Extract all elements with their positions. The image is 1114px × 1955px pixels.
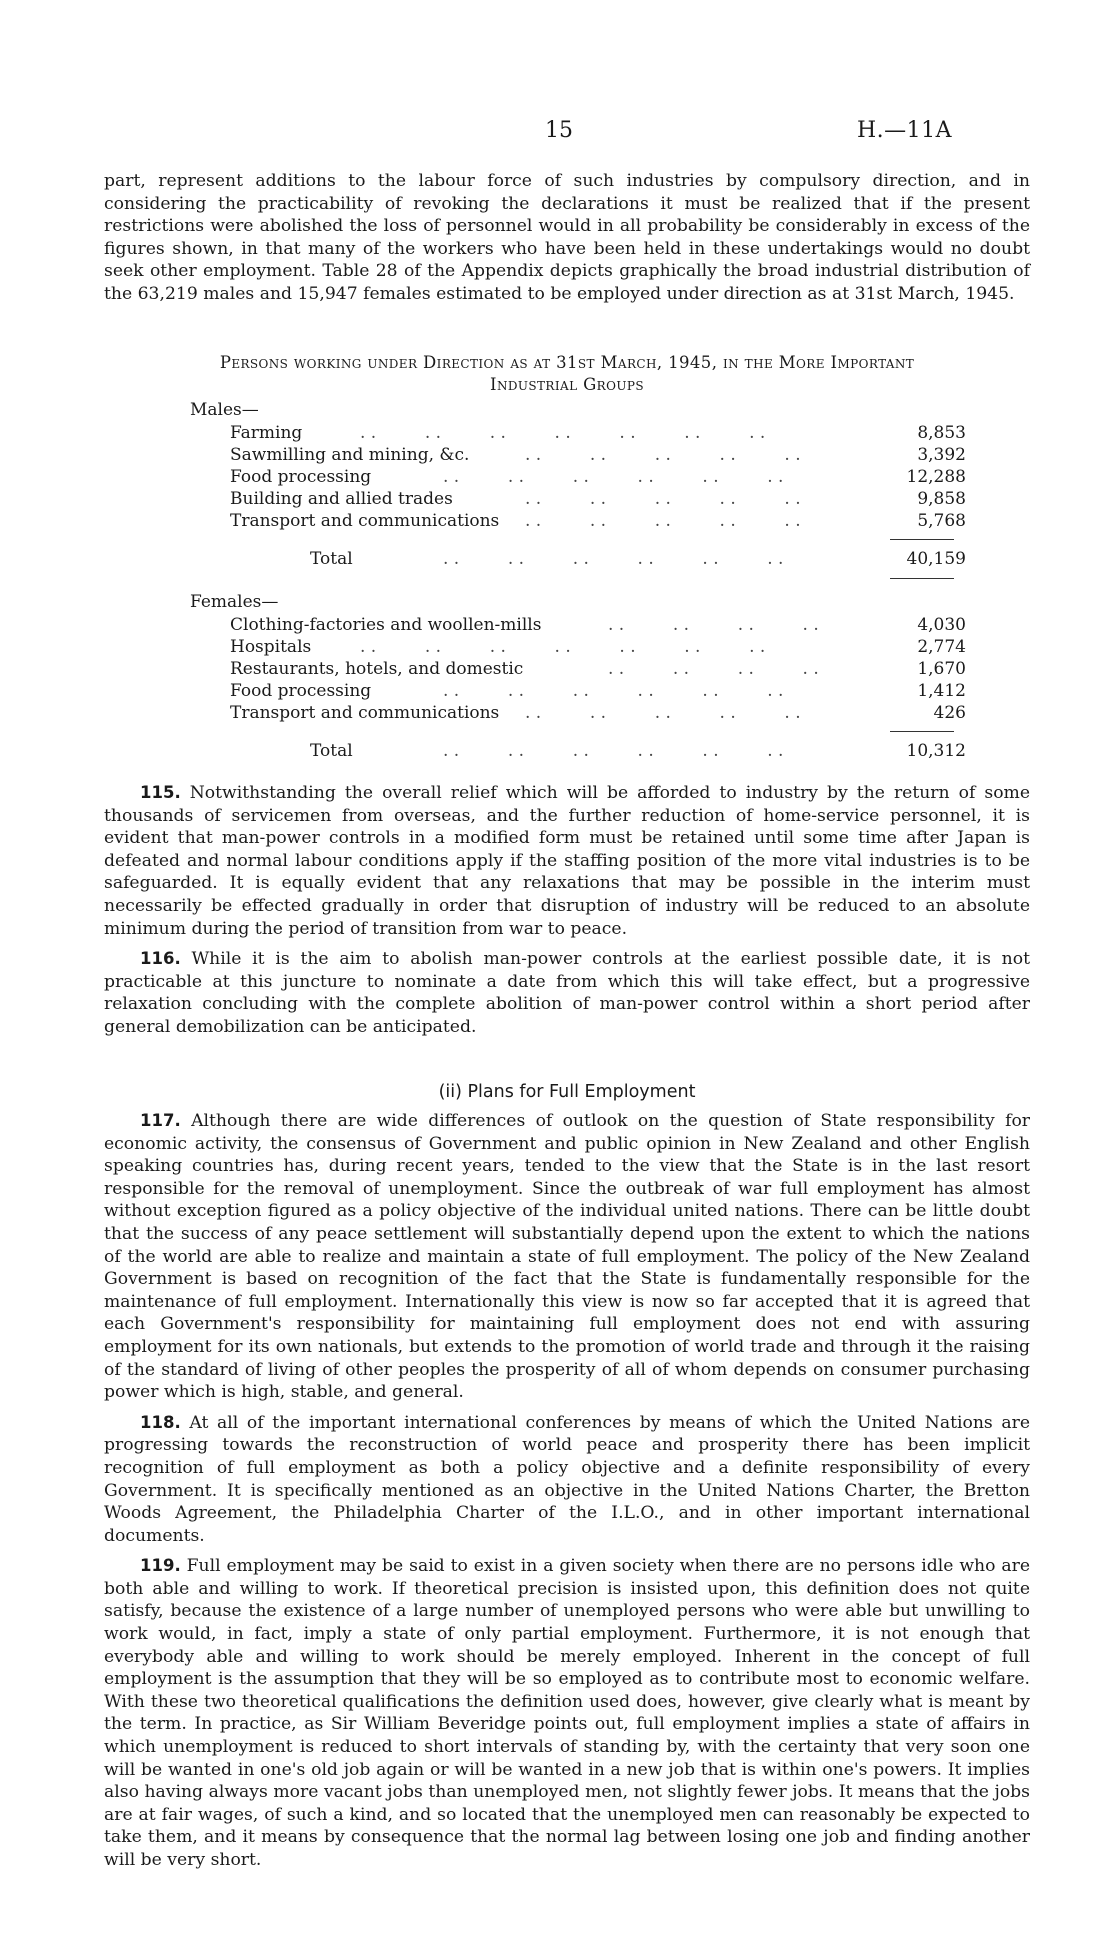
row-label: Transport and communications — [230, 511, 500, 531]
row-value: 426 — [933, 703, 966, 723]
paragraph-number: 116. — [140, 949, 181, 969]
total-label: Total — [310, 741, 353, 761]
table-row — [230, 467, 966, 489]
row-value: 5,768 — [917, 511, 966, 531]
row-value: 1,670 — [917, 659, 966, 679]
row-label: Transport and communications — [230, 703, 500, 723]
dot-leader: . . . . . . . . . . . . — [443, 549, 784, 569]
dot-leader: . . . . . . . . . . — [525, 445, 801, 465]
table-title-line-2: Industrial Groups — [490, 375, 644, 394]
sum-rule — [890, 539, 954, 540]
paragraph-number: 117. — [140, 1111, 181, 1130]
dot-leader: . . . . . . . . . . — [525, 489, 801, 509]
row-value: 4,030 — [917, 615, 966, 635]
row-label: Restaurants, hotels, and domestic — [230, 659, 524, 679]
intro-paragraph-block — [104, 170, 1030, 306]
dot-leader: . . . . . . . . . . — [525, 703, 801, 723]
females-heading: Females— — [190, 592, 279, 612]
row-label: Sawmilling and mining, &c. — [230, 445, 470, 465]
row-value: 2,774 — [917, 637, 966, 657]
dot-leader: . . . . . . . . — [608, 659, 819, 679]
page-number: 15 — [545, 118, 573, 143]
table-title — [104, 352, 1030, 396]
table-row — [230, 511, 966, 533]
row-value: 9,858 — [917, 489, 966, 509]
paragraph-115 — [104, 782, 1030, 940]
paragraph-block — [104, 1110, 1030, 1872]
table-title-line-1: Persons working under Direction as at 31st March, 1945, in the More Important — [219, 353, 915, 372]
table-row — [230, 681, 966, 703]
table-row — [230, 489, 966, 511]
males-total-row — [230, 549, 966, 571]
paragraph-text: Notwithstanding the overall relief which will be afforded to industry by the return of some thousands of servicemen from overseas, and the further reduction of home-service personnel, it is evident that man-power controls in a modified form must be retained until some time after Japan is defeated and normal labour conditions apply if the staffing position of the more vital industries is to be safeguarded. It is equally evident that any relaxations that may be possible in the interim must necessarily be effected gradually in order that disruption of industry will be reduced to an absolute minimum during the period of transition from war to peace. — [104, 783, 1031, 939]
dot-leader: . . . . . . . . . . . . — [443, 467, 784, 487]
total-value: 10,312 — [906, 741, 966, 761]
paragraph-number: 119. — [140, 1556, 181, 1576]
row-value: 3,392 — [917, 445, 966, 465]
table-row — [230, 659, 966, 681]
total-value: 40,159 — [906, 549, 966, 569]
row-value: 8,853 — [917, 423, 966, 443]
paragraph-text: Although there are wide differences of outlook on the question of State responsibility for economic activity, the consensus of Government and public opinion in New Zealand and other English speaking countries has, during recent years, tended to the view that the State is in the last resort responsible for the removal of unemployment. Since the outbreak of war full employment has almost without exception figured as a policy objective of the individual united nations. There can be little doubt that the success of any peace settlement will substantially depend upon the extent to which the nations of the world are able to realize and maintain a state of full employment. The policy of the New Zealand Government is based on recognition of the fact that the State is fundamentally responsible for the maintenance of full employment. Internationally this view is now so far accepted that it is agreed that each Government's responsibility for maintaining full employment does not end with assuring employment for its own nationals, but extends to the promotion of world trade and through it the raising of the standard of living of other peoples the prosperity of all of whom depends on consumer purchasing power which is high, stable, and general. — [104, 1111, 1031, 1403]
dot-leader: . . . . . . . . — [608, 615, 819, 635]
document-reference: H.—11A — [856, 118, 952, 143]
paragraph-text: At all of the important international conferences by means of which the United Nations are progressing towards the reconstruction of world peace and prosperity there has been implicit recognition of full employment as both a policy objective and a definite responsibility of every Government. It is specifically mentioned as an objective in the United Nations Charter, the Bretton Woods Agreement, the Philadelphia Charter of the I.L.O., and in other important international documents. — [104, 1412, 1030, 1546]
table-row — [230, 637, 966, 659]
sum-rule — [890, 731, 954, 732]
row-label: Farming — [230, 423, 303, 443]
table-row — [230, 423, 966, 445]
paragraph-text: While it is the aim to abolish man-power controls at the earliest possible date, it is not practicable at this juncture to nominate a date from which this will take effect, but a progressive relaxation concluding with the complete abolition of man-power control within a short period after general demobilization can be anticipated. — [104, 949, 1030, 1037]
page-header — [0, 112, 1114, 152]
section-heading: (ii) Plans for Full Employment — [438, 1082, 696, 1102]
table-row — [230, 445, 966, 467]
paragraph-number: 118. — [140, 1412, 181, 1432]
row-value: 1,412 — [917, 681, 966, 701]
intro-paragraph: part, represent additions to the labour force of such industries by compulsory direction, and in considering the practicability of revoking the declarations it must be realized that if the present restrictions were abolished the loss of personnel would in all probability be considerably in excess of the figures shown, in that many of the workers who have been held in these undertakings would no doubt seek other employment. Table 28 of the Appendix depicts graphically the broad industrial distribution of the 63,219 males and 15,947 females estimated to be employed under direction as at 31st March, 1945. — [104, 171, 1030, 304]
total-label: Total — [310, 549, 353, 569]
row-label: Food processing — [230, 681, 372, 701]
paragraph-number: 115. — [140, 783, 181, 802]
paragraph-text: Full employment may be said to exist in a given society when there are no persons idle who are both able and willing to work. If theoretical precision is insisted upon, this definition does not quite satisfy, because the existence of a large number of unemployed persons who were able but unwilling to work would, in fact, imply a state of only partial employment. Furthermore, it is not enough that everybody able and willing to work should be merely employed. Inherent in the concept of full employment is the assumption that they will be so employed as to contribute most to economic welfare. With these two theoretical qualifications the definition used does, however, give clearly what is meant by the term. In practice, as Sir William Beveridge points out, full employment implies a state of affairs in which unemployment is reduced to short intervals of standing by, with the certainty that very soon one will be wanted in one's old job again or will be wanted in a new job that is within one's powers. It implies also having always more vacant jobs than unemployed men, not slightly fewer jobs. It means that the jobs are at fair wages, of such a kind, and so located that the unemployed men can reasonably be expected to take them, and it means by consequence that the normal lag between losing one job and finding another will be very short. — [104, 1556, 1030, 1870]
dot-leader: . . . . . . . . . . — [525, 511, 801, 531]
row-label: Clothing-factories and woollen-mills — [230, 615, 542, 635]
paragraph-116 — [104, 948, 1030, 1038]
row-value: 12,288 — [906, 467, 966, 487]
females-total-row — [230, 741, 966, 763]
table-row — [230, 615, 966, 637]
paragraph-block — [104, 782, 1030, 1039]
dot-leader: . . . . . . . . . . . . — [443, 681, 784, 701]
males-heading: Males— — [190, 400, 259, 420]
dot-leader: . . . . . . . . . . . . — [443, 741, 784, 761]
paragraph-118 — [104, 1412, 1030, 1548]
table-row — [230, 703, 966, 725]
paragraph-117 — [104, 1110, 1030, 1404]
row-label: Hospitals — [230, 637, 312, 657]
row-label: Food processing — [230, 467, 372, 487]
dot-leader: . . . . . . . . . . . . . . — [360, 637, 766, 657]
dot-leader: . . . . . . . . . . . . . . — [360, 423, 766, 443]
sum-rule — [890, 578, 954, 579]
paragraph-119 — [104, 1555, 1030, 1871]
row-label: Building and allied trades — [230, 489, 453, 509]
